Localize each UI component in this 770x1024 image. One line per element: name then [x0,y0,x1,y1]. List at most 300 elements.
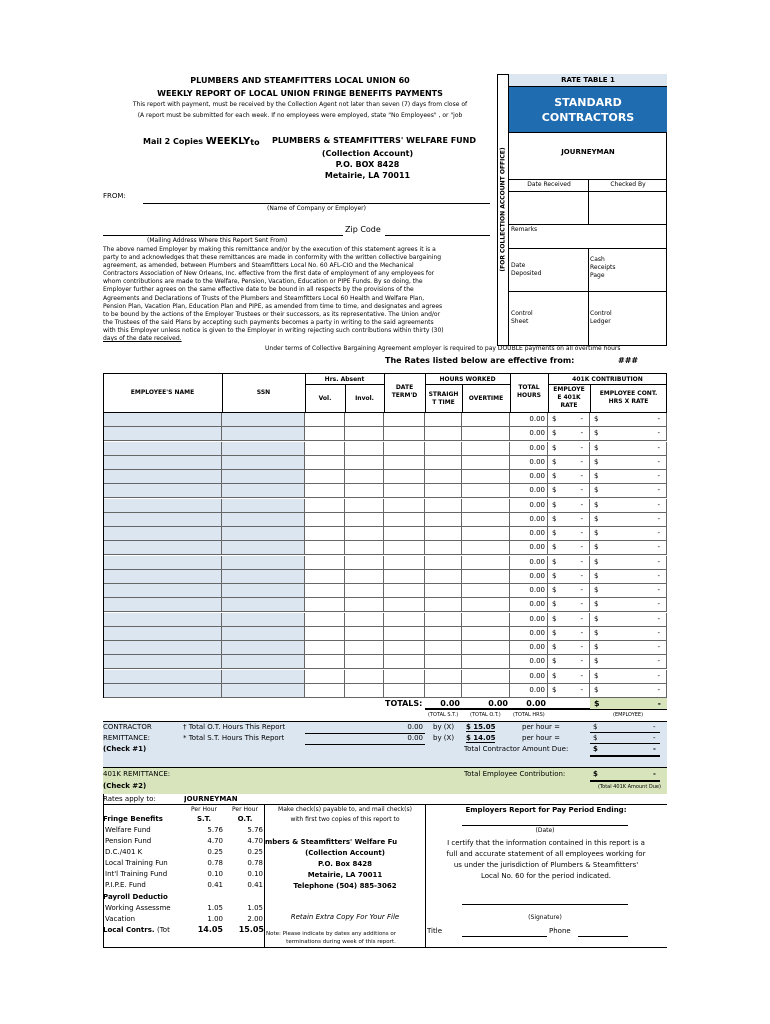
totals-ot: 0.00 [488,699,508,708]
overtime-cell[interactable] [462,670,510,684]
remarks-label: Remarks [511,226,538,233]
local-contrs-st: 14.05 [197,925,223,934]
phone-label: Phone [549,927,571,935]
agreement-line: party to and acknowledges that these remittances are made in conformity with the written collective bargaining [103,254,442,262]
total-hours-cell [510,584,548,598]
ssn-cell[interactable] [222,413,305,427]
weekly-note: (A report must be submitted for each week. If no employees were employed, state "No Employees" , or "job [137,112,463,119]
vol-cell[interactable] [305,470,345,484]
straight-time-cell[interactable] [425,684,462,698]
ssn-cell[interactable] [222,655,305,669]
employee-name-cell[interactable] [103,456,222,470]
straight-time-cell[interactable] [425,541,462,555]
ssn-cell[interactable] [222,684,305,698]
checked-by-label: Checked By [610,181,646,188]
date-termd-cell[interactable] [384,670,425,684]
straight-time-cell[interactable] [425,627,462,641]
straight-time-cell[interactable] [425,442,462,456]
date-termd-cell[interactable] [384,427,425,441]
invol-cell[interactable] [345,670,384,684]
rates-apply-label: Rates apply to: [103,795,156,803]
row-total-hours: 0.00 [529,586,545,594]
deadline-note: This report with payment, must be received by the Collection Agent not later than seven (7) days from close of [132,101,468,108]
vol-cell[interactable] [305,527,345,541]
total-hours-cell [510,684,548,698]
date-termd-cell[interactable] [384,499,425,513]
pay-period-date-line[interactable] [462,825,628,826]
row-dash: - [657,486,660,495]
ot-hours-value: 0.00 [407,723,423,731]
per-hour-ot-label: Per Hour [232,806,258,813]
row-dollar: $ [594,529,599,537]
contractor-label: CONTRACTOR [103,723,152,731]
zip-code-label: Zip Code [345,225,381,234]
row-dollar: $ [594,586,599,594]
invol-cell[interactable] [345,556,384,570]
employee-cont-cell [590,470,667,484]
certify-text-2: full and accurate statement of all employees working for [446,850,646,858]
employee-name-cell[interactable] [103,641,222,655]
employee-name-cell[interactable] [103,684,222,698]
employee-name-cell[interactable] [103,470,222,484]
payable-fund: mbers & Steamfitters' Welfare Fu [265,838,398,846]
row-dash: - [657,685,660,694]
col-hours-worked: HOURS WORKED [439,376,496,383]
employee-cont-cell [590,627,667,641]
date-termd-cell[interactable] [384,613,425,627]
phone-line[interactable] [578,936,628,937]
overtime-cell[interactable] [462,541,510,555]
date-termd-cell[interactable] [384,484,425,498]
straight-time-cell[interactable] [425,655,462,669]
payable-phone: Telephone (504) 885-3062 [293,882,397,890]
rate-401k-cell [548,456,590,470]
employee-name-cell[interactable] [103,670,222,684]
employee-name-cell[interactable] [103,442,222,456]
side-journeyman: JOURNEYMAN [561,148,615,156]
vol-cell[interactable] [305,541,345,555]
vol-cell[interactable] [305,570,345,584]
ssn-cell[interactable] [222,470,305,484]
rate-401k-cell [548,684,590,698]
rate-401k-cell [548,427,590,441]
total-contractor-due-dash: - [653,745,656,753]
invol-cell[interactable] [345,470,384,484]
ot-amount-rule [590,732,660,733]
date-termd-cell[interactable] [384,641,425,655]
totals-dollar: $ [594,699,600,708]
employee-name-cell[interactable] [103,484,222,498]
terminations-note: terminations during week of this report. [286,939,396,945]
agreement-line: days of the date received. [103,335,182,343]
date-termd-cell[interactable] [384,570,425,584]
row-total-hours: 0.00 [529,600,545,609]
employee-cont-cell [590,427,667,441]
total-hours-cell [510,670,548,684]
overtime-cell[interactable] [462,456,510,470]
total-contractor-due-label: Total Contractor Amount Due: [464,745,569,753]
date-termd-cell[interactable] [384,513,425,527]
vol-cell[interactable] [305,484,345,498]
row-dash: - [657,472,660,480]
total-hours-cell [510,527,548,541]
per-hour-st-label: Per Hour [191,806,217,813]
total-hours-cell [510,556,548,570]
ssn-cell[interactable] [222,541,305,555]
from-label: FROM: [103,192,126,200]
overtime-cell[interactable] [462,627,510,641]
invol-cell[interactable] [345,413,384,427]
rate-401k-cell [548,641,590,655]
vol-cell[interactable] [305,670,345,684]
overtime-cell[interactable] [462,513,510,527]
row-total-hours: 0.00 [529,415,545,423]
overtime-cell[interactable] [462,470,510,484]
rate-401k-cell [548,484,590,498]
overtime-cell[interactable] [462,484,510,498]
overtime-cell[interactable] [462,613,510,627]
invol-cell[interactable] [345,513,384,527]
overtime-cell[interactable] [462,655,510,669]
agreement-line: Pension Plan, Vacation Plan, Education Plan and PIPE, as amended from time to time, and designates and agrees [103,302,443,310]
local-contrs-ot: 15.05 [238,925,264,934]
straight-time-cell[interactable] [425,413,462,427]
date-termd-cell[interactable] [384,442,425,456]
row-total-hours: 0.00 [529,529,545,537]
row-dash: - [657,614,660,623]
vol-cell[interactable] [305,598,345,612]
row-dash: - [580,472,583,480]
row-dollar: $ [594,457,599,466]
total-hours-cell [510,442,548,456]
vol-cell[interactable] [305,427,345,441]
employee-name-cell[interactable] [103,527,222,541]
signature-line[interactable] [462,904,628,905]
employee-cont-cell [590,456,667,470]
zip-code-line[interactable] [385,235,490,236]
rate-item-ot: 2.00 [247,915,263,923]
employee-cont-cell [590,442,667,456]
vol-cell[interactable] [305,627,345,641]
row-dollar: $ [552,486,557,495]
row-dash: - [580,657,583,666]
total-hours-cell [510,456,548,470]
employee-name-cell[interactable] [103,613,222,627]
ssn-cell[interactable] [222,456,305,470]
rate-401k-cell [548,541,590,555]
payable-collection-account: (Collection Account) [305,849,385,857]
date-termd-cell[interactable] [384,527,425,541]
ssn-cell[interactable] [222,570,305,584]
company-name-line[interactable] [143,203,490,204]
ssn-cell[interactable] [222,527,305,541]
invol-cell[interactable] [345,484,384,498]
date-termd-cell[interactable] [384,627,425,641]
vol-cell[interactable] [305,655,345,669]
ssn-cell[interactable] [222,641,305,655]
row-total-hours: 0.00 [529,614,545,623]
vol-cell[interactable] [305,584,345,598]
check-2-label: (Check #2) [103,782,147,790]
straight-time-cell[interactable] [425,470,462,484]
total-hours-cell [510,613,548,627]
date-received-field[interactable] [509,191,588,224]
total-employee-contribution-label: Total Employee Contribution: [464,770,566,778]
row-total-hours: 0.00 [529,628,545,637]
rate-401k-cell [548,655,590,669]
invol-cell[interactable] [345,641,384,655]
agreement-line: The above named Employer by making this remittance and/or by the execution of this statement agrees it is a [103,246,436,253]
st-amount-dollar: $ [593,734,598,742]
invol-cell[interactable] [345,427,384,441]
row-total-hours: 0.00 [529,657,545,666]
employee-name-cell[interactable] [103,598,222,612]
address-line[interactable] [103,235,343,236]
table-row [103,413,667,427]
col-401k: 401K CONTRIBUTION [572,376,643,383]
rate-401k-cell [548,627,590,641]
overtime-cell[interactable] [462,413,510,427]
ssn-cell[interactable] [222,670,305,684]
date-termd-cell[interactable] [384,413,425,427]
total-hours-cell [510,513,548,527]
date-termd-cell[interactable] [384,556,425,570]
rate-item-st: 4.70 [207,837,223,845]
rate-item-ot: 1.05 [247,904,263,912]
straight-time-cell[interactable] [425,427,462,441]
cap-total-hrs: (TOTAL HRS) [513,712,545,718]
straight-time-cell[interactable] [425,499,462,513]
st-amount-rule [590,743,660,744]
vol-cell[interactable] [305,442,345,456]
invol-cell[interactable] [345,541,384,555]
table-row [103,470,667,484]
row-dollar: $ [594,643,599,651]
overtime-cell[interactable] [462,442,510,456]
straight-time-cell[interactable] [425,613,462,627]
straight-time-cell[interactable] [425,584,462,598]
row-dash: - [580,671,583,680]
row-dash: - [580,571,583,580]
vol-cell[interactable] [305,641,345,655]
employee-name-cell[interactable] [103,541,222,555]
date-caption: (Date) [535,827,555,834]
overtime-cell[interactable] [462,584,510,598]
total-due-rule [590,755,660,757]
row-dash: - [580,543,583,552]
signature-caption: (Signature) [528,914,562,921]
row-dash: - [580,486,583,495]
straight-time-cell[interactable] [425,556,462,570]
totals-hours: 0.00 [526,699,546,708]
date-termd-cell[interactable] [384,541,425,555]
row-dollar: $ [594,557,599,566]
agreement-line: Employer further agrees on the same effective date to be bound in all respects by the provisions of the [103,286,414,294]
invol-cell[interactable] [345,456,384,470]
col-overtime: OVERTIME [468,395,504,402]
employee-name-cell[interactable] [103,499,222,513]
ssn-cell[interactable] [222,442,305,456]
straight-time-cell[interactable] [425,641,462,655]
rate-item-st: 5.76 [207,826,223,834]
certify-text-4: Local No. 60 for the period indicated. [480,872,612,880]
date-termd-cell[interactable] [384,456,425,470]
row-dollar: $ [594,657,599,666]
date-received-label: Date Received [527,181,571,188]
vol-cell[interactable] [305,613,345,627]
ssn-cell[interactable] [222,499,305,513]
total-hours-cell [510,655,548,669]
form-subtitle: WEEKLY REPORT OF LOCAL UNION FRINGE BENEFITS PAYMENTS [157,89,443,98]
overtime-cell[interactable] [462,427,510,441]
row-dollar: $ [552,671,557,680]
overtime-cell[interactable] [462,684,510,698]
st-amount-dash: - [653,734,656,742]
overtime-cell[interactable] [462,556,510,570]
rate-401k-cell [548,570,590,584]
row-dollar: $ [552,643,557,651]
straight-time-cell[interactable] [425,456,462,470]
retain-copy-note: Retain Extra Copy For Your File [290,913,400,921]
total-hours-cell [510,413,548,427]
row-dash: - [580,557,583,566]
cap-total-st: (TOTAL S.T.) [428,712,459,718]
invol-cell[interactable] [345,584,384,598]
row-dollar: $ [594,500,599,509]
vol-cell[interactable] [305,413,345,427]
date-deposited-label: Date Deposited [511,262,542,277]
overtime-cell[interactable] [462,598,510,612]
table-row [103,598,667,612]
row-dollar: $ [594,600,599,609]
row-dash: - [580,614,583,623]
row-dollar: $ [594,628,599,637]
rates-effective-label: The Rates listed below are effective from: [385,356,575,365]
cap-total-ot: (TOTAL O.T.) [470,712,501,718]
invol-cell[interactable] [345,598,384,612]
ssn-cell[interactable] [222,427,305,441]
ssn-cell[interactable] [222,598,305,612]
total-employee-contribution-dash: - [653,770,656,778]
row-total-hours: 0.00 [529,500,545,509]
row-dash: - [580,457,583,466]
employee-name-cell[interactable] [103,627,222,641]
vol-cell[interactable] [305,513,345,527]
pay-period-title: Employers Report for Pay Period Ending: [465,806,627,814]
employee-name-cell[interactable] [103,570,222,584]
divider [548,384,667,385]
employee-name-cell[interactable] [103,556,222,570]
checked-by-field[interactable] [589,191,667,224]
straight-time-cell[interactable] [425,570,462,584]
row-dash: - [657,543,660,552]
straight-time-cell[interactable] [425,598,462,612]
overtime-cell[interactable] [462,527,510,541]
vol-cell[interactable] [305,684,345,698]
row-dash: - [580,685,583,694]
date-termd-cell[interactable] [384,584,425,598]
per-hour-st: per hour = [522,734,560,742]
date-termd-cell[interactable] [384,684,425,698]
total-hours-cell [510,627,548,641]
employee-name-cell[interactable] [103,655,222,669]
ssn-cell[interactable] [222,556,305,570]
straight-time-cell[interactable] [425,484,462,498]
row-dash: - [580,643,583,651]
table-row [103,484,667,498]
row-total-hours: 0.00 [529,457,545,466]
st-hours-label: * Total S.T. Hours This Report [183,734,285,742]
straight-time-cell[interactable] [425,670,462,684]
overtime-cell[interactable] [462,641,510,655]
rate-401k-cell [548,613,590,627]
ssn-cell[interactable] [222,513,305,527]
col-employee-401k-rate: EMPLOYE E 401K RATE [553,386,585,409]
agreement-line: Contractors Association of New Orleans, Inc. effective from the first date of employment of any employees for [103,270,435,278]
straight-time-cell[interactable] [425,527,462,541]
invol-cell[interactable] [345,442,384,456]
mailing-caption: (Mailing Address Where this Report Sent From) [147,237,288,244]
row-dollar: $ [552,429,557,438]
row-dollar: $ [594,685,599,694]
vol-cell[interactable] [305,456,345,470]
invol-cell[interactable] [345,499,384,513]
employee-name-cell[interactable] [103,427,222,441]
ssn-cell[interactable] [222,584,305,598]
check-1-label: (Check #1) [103,745,147,753]
row-dash: - [657,557,660,566]
employee-name-cell[interactable] [103,413,222,427]
date-termd-cell[interactable] [384,655,425,669]
ssn-cell[interactable] [222,613,305,627]
row-dash: - [580,586,583,594]
remittance-label: REMITTANCE: [103,734,150,742]
employee-cont-cell [590,570,667,584]
row-dash: - [657,643,660,651]
invol-cell[interactable] [345,613,384,627]
rates-effective-value: ### [618,356,639,365]
date-termd-cell[interactable] [384,470,425,484]
invol-cell[interactable] [345,527,384,541]
date-termd-cell[interactable] [384,598,425,612]
rate-item-name: P.I.P.E. Fund [105,881,146,889]
table-row [103,427,667,441]
row-dash: - [657,600,660,609]
straight-time-cell[interactable] [425,513,462,527]
title-line[interactable] [462,936,547,937]
employee-name-cell[interactable] [103,513,222,527]
divider [305,384,384,385]
ssn-cell[interactable] [222,627,305,641]
totals-label: TOTALS: [385,699,423,708]
rates-journeyman: JOURNEYMAN [184,795,238,803]
vol-cell[interactable] [305,556,345,570]
row-dollar: $ [552,457,557,466]
rate-item-name: Welfare Fund [105,826,151,834]
vol-cell[interactable] [305,499,345,513]
invol-cell[interactable] [345,655,384,669]
invol-cell[interactable] [345,627,384,641]
invol-cell[interactable] [345,570,384,584]
overtime-cell[interactable] [462,499,510,513]
totals-dash: - [657,699,661,708]
overtime-cell[interactable] [462,570,510,584]
divider [425,384,510,385]
employee-name-cell[interactable] [103,584,222,598]
invol-cell[interactable] [345,684,384,698]
ssn-cell[interactable] [222,484,305,498]
employee-cont-cell [590,655,667,669]
